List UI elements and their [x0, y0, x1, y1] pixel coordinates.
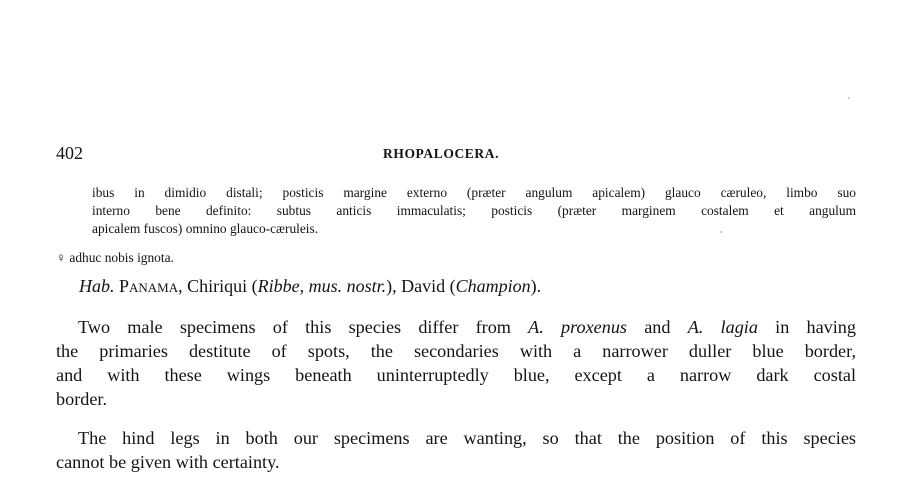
collector-name: Champion: [455, 276, 531, 296]
habitat-country: Panama: [119, 276, 179, 296]
latin-line: apicalem fuscos) omnino glauco-cæruleis.: [92, 221, 319, 236]
species-name: A. proxenus: [528, 317, 628, 337]
habitat-text: ).: [530, 276, 542, 296]
text-run: and: [627, 317, 688, 337]
habitat-text: ), David (: [386, 276, 456, 296]
paragraph-line: and with these wings beneath uninterruptedly blue, except a narrow dark costal: [56, 365, 856, 385]
latin-line: ibus in dimidio distali; posticis margine externo (præter angulum apicalem) glauco cæruleo, limbo suo: [92, 185, 856, 200]
collector-name: Ribbe, mus. nostr.: [257, 276, 387, 296]
page-number: 402: [56, 143, 83, 163]
latin-line: interno bene definito: subtus anticis immaculatis; posticis (præter marginem costalem et angulum: [92, 203, 856, 218]
paragraph-line: border.: [56, 389, 108, 409]
paper-speck: [848, 97, 850, 99]
paragraph-line: the primaries destitute of spots, the secondaries with a narrower duller blue border,: [56, 341, 856, 361]
text-run: in having: [757, 317, 856, 337]
habitat-label: Hab.: [79, 276, 115, 296]
running-head: RHOPALOCERA.: [383, 146, 500, 161]
female-note: ♀ adhuc nobis ignota.: [56, 250, 174, 265]
paragraph-line: The hind legs in both our specimens are wanting, so that the position of this species: [78, 428, 856, 448]
habitat-line: [79, 276, 541, 297]
habitat-text: , Chiriqui (: [178, 276, 258, 296]
paragraph-hind-legs: [56, 426, 856, 474]
paper-speck: [720, 231, 722, 233]
latin-description: [92, 184, 856, 238]
text-run: Two male specimens of this species differ from: [78, 317, 529, 337]
species-name: A. lagia: [687, 317, 758, 337]
paragraph-line: cannot be given with certainty.: [56, 452, 280, 472]
paragraph-comparison: [56, 315, 856, 411]
paragraph-line: [56, 315, 856, 339]
